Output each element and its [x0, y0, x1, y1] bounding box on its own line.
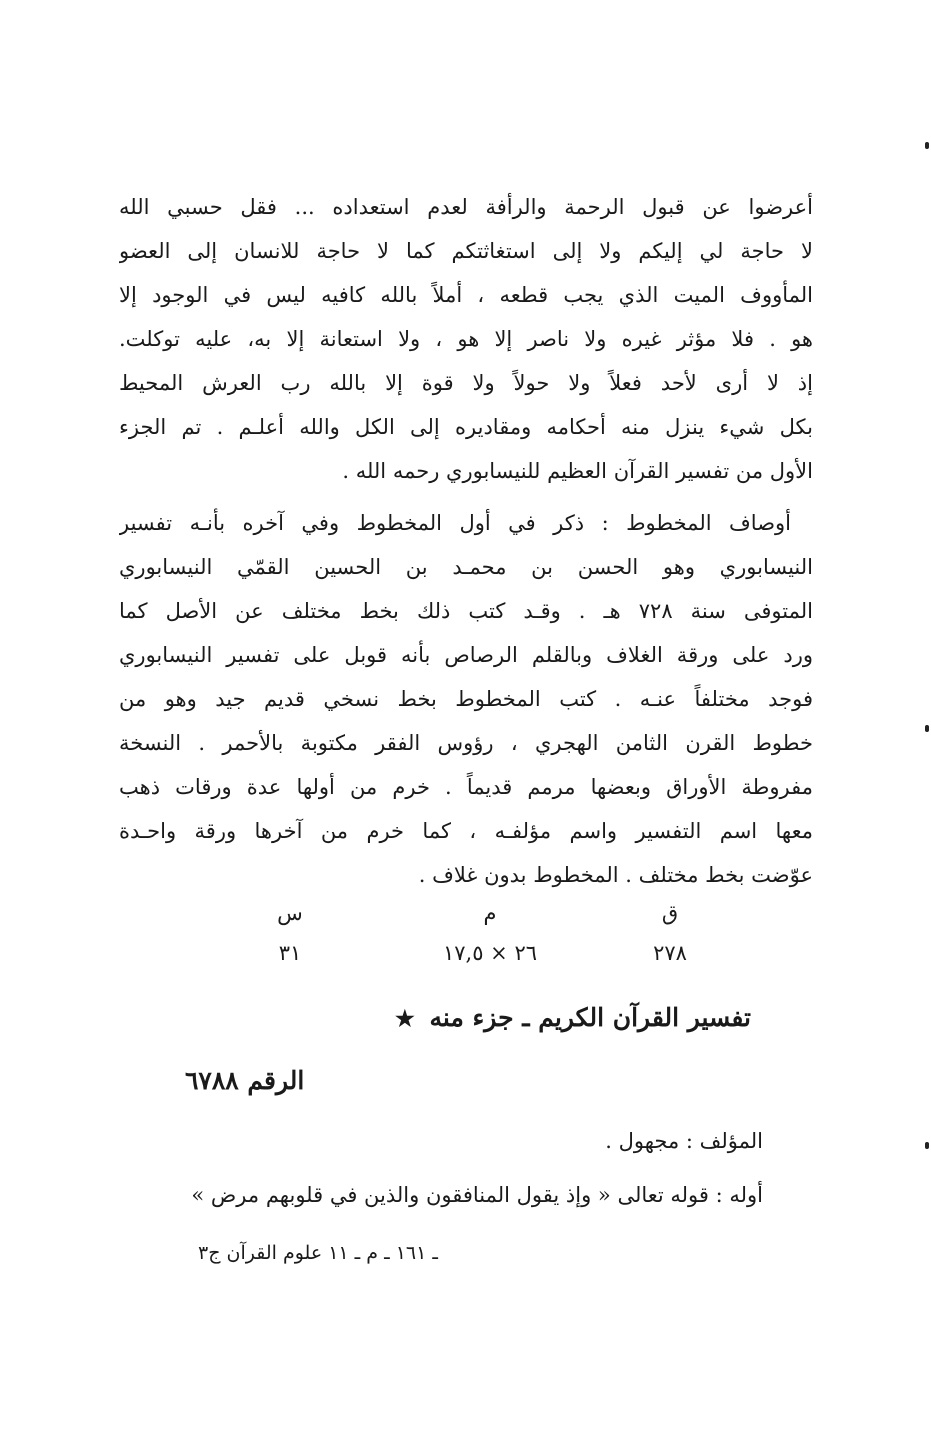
paragraph-1-line: بكل شيء ينزل منه أحكامه ومقاديره إلى الكل والله أعلـم . تم الجزء [119, 415, 813, 439]
paragraph-1-line: لا حاجة لي إليكم ولا إلى استغاثتكم كما لا حاجة للانسان إلى العضو [119, 239, 813, 263]
author-field: المؤلف : مجهول . [605, 1129, 763, 1153]
paragraph-2-line: أوصاف المخطوط : ذكر في أول المخطوط وفي آخره بأنـه تفسير [119, 511, 791, 535]
stats-values [250, 936, 730, 970]
paragraph-1-line: المأووف الميت الذي يجب قطعه ، أملاً بالله كافيه ليس في الوجود إلا [119, 283, 813, 307]
stat-header-leaves: ق [661, 901, 679, 925]
paragraph-1-line: الأول من تفسير القرآن العظيم للنيسابوري رحمه الله . [342, 459, 813, 483]
opening-field: أوله : قوله تعالى « وإذ يقول المنافقون والذين في قلوبهم مرض » [191, 1183, 763, 1207]
entry-title [395, 996, 751, 1041]
stat-value-size: ٢٦ × ١٧,٥ [442, 941, 538, 965]
page-footer: ـ ١٦١ ـ م ـ ١١ علوم القرآن ج٣ [198, 1242, 438, 1264]
stat-value-lines: ٣١ [278, 941, 302, 965]
stat-value-leaves: ٢٧٨ [653, 941, 687, 965]
paragraph-2-line: مفروطة الأوراق وبعضها مرمم قديماً . خرم من أولها عدة ورقات ذهب [119, 775, 813, 799]
stat-header-size: م [483, 901, 497, 925]
paragraph-2-line: معها اسم التفسير واسم مؤلفـه ، كما خرم من آخرها ورقة واحـدة [119, 819, 813, 843]
paragraph-2-line: خطوط القرن الثامن الهجري ، رؤوس الفقر مكتوبة بالأحمر . النسخة [119, 731, 813, 755]
entry-title-text: تفسير القرآن الكريم ـ جزء منه [429, 1003, 751, 1032]
paragraph-2-line: عوّضت بخط مختلف . المخطوط بدون غلاف . [418, 863, 813, 887]
star-icon: ★ [395, 1006, 415, 1032]
stats-headers [250, 896, 730, 930]
scan-mark [925, 725, 929, 732]
paragraph-1-line: إذ لا أرى لأحد فعلاً ولا حولاً ولا قوة إلا بالله رب العرش المحيط [119, 371, 813, 395]
paragraph-2-line: النيسابوري وهو الحسن بن محمـد بن الحسين القمّي النيسابوري [119, 555, 813, 579]
paragraph-1-line: هو . فلا مؤثر غيره ولا ناصر إلا هو ، ولا استعانة إلا به، عليه توكلت. [119, 327, 813, 351]
scan-mark [925, 1142, 929, 1149]
paragraph-1-line: أعرضوا عن قبول الرحمة والرأفة لعدم استعداده ... فقل حسبي الله [119, 195, 813, 219]
paragraph-2-line: ورد على ورقة الغلاف وبالقلم الرصاص بأنه قوبل على تفسير النيسابوري [119, 643, 813, 667]
paragraph-2-line: المتوفى سنة ٧٢٨ هـ . وقـد كتب ذلك بخط مختلف عن الأصل كما [119, 599, 813, 623]
catalog-number: الرقم ٦٧٨٨ [185, 1066, 305, 1095]
stat-header-lines: س [277, 901, 303, 925]
scan-mark [925, 142, 929, 149]
paragraph-2-line: فوجد مختلفاً عنـه . كتب المخطوط بخط نسخي قديم جيد وهو من [119, 687, 813, 711]
